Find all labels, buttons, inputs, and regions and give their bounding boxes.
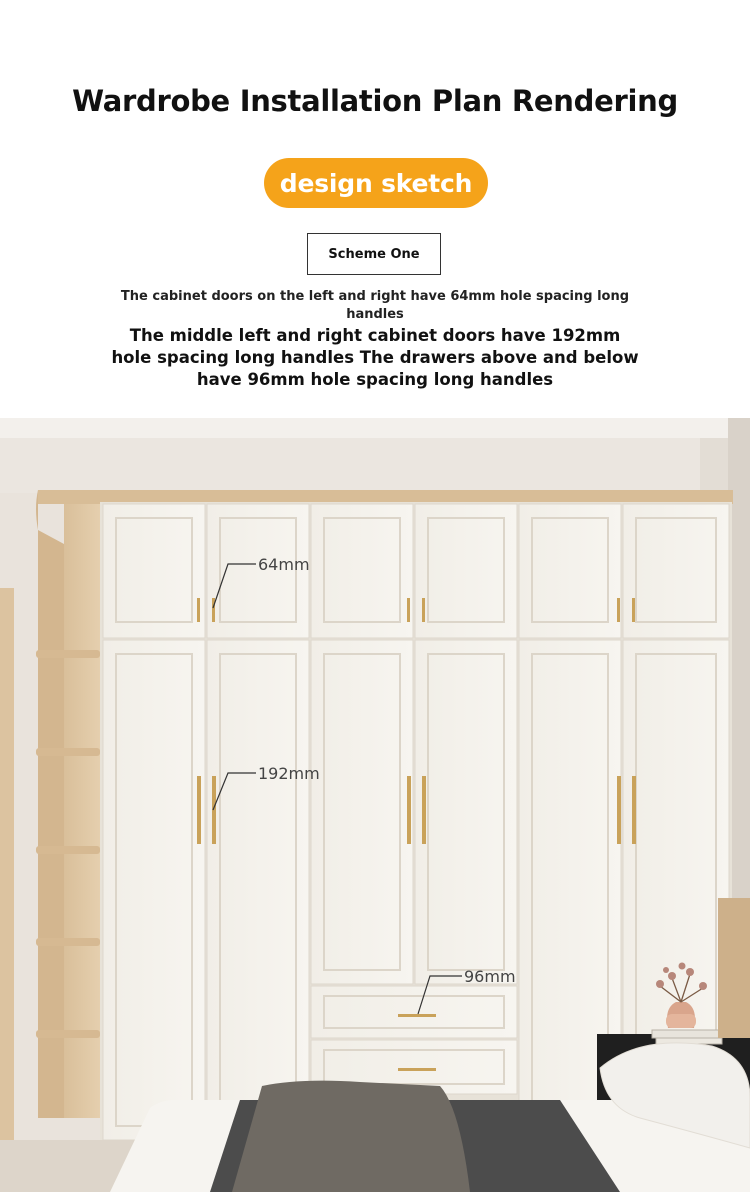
- drawers: [311, 986, 517, 1094]
- design-sketch-badge: design sketch: [264, 158, 488, 208]
- books: [652, 1030, 720, 1038]
- label-96mm: 96mm: [464, 967, 516, 986]
- upper-doors: [103, 504, 729, 638]
- page-title: Wardrobe Installation Plan Rendering: [72, 84, 678, 118]
- description-small: The cabinet doors on the left and right have 64mm hole spacing long handles: [120, 289, 630, 322]
- label-192mm: 192mm: [258, 764, 320, 783]
- wardrobe-rendering: [0, 418, 750, 1192]
- description-large: The middle left and right cabinet doors have 192mm hole spacing long handles The drawers above and below have 96mm hole spacing long handles: [111, 326, 639, 389]
- scheme-label-box: Scheme One: [307, 233, 441, 275]
- label-64mm: 64mm: [258, 555, 310, 574]
